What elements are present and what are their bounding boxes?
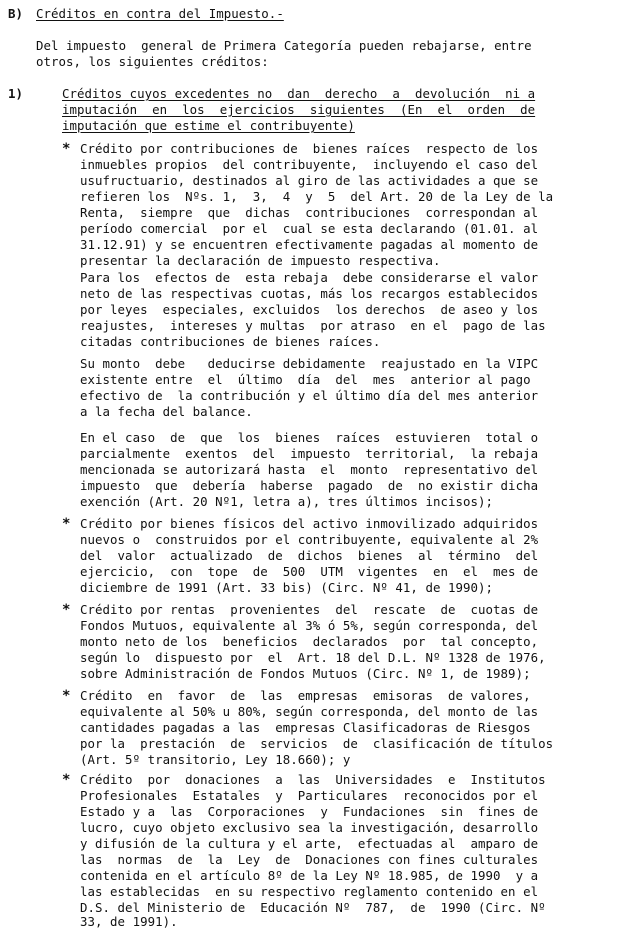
subsection-number: 1) (8, 86, 24, 101)
paragraph-line: por la prestación de servicios de clasificación de títulos (80, 736, 554, 751)
paragraph-line: exención (Art. 20 Nº1, letra a), tres últimos incisos); (80, 494, 494, 509)
paragraph-line: neto de las respectivas cuotas, más los recargos establecidos (80, 286, 539, 301)
paragraph-line: mencionada se autorizará hasta el monto representativo del (80, 462, 539, 477)
paragraph-line: del valor actualizado de dichos bienes al término del (80, 548, 539, 563)
paragraph-line: Crédito por rentas provenientes del rescate de cuotas de (80, 602, 539, 617)
subsection-title-line: imputación en los ejercicios siguientes (En el orden de (62, 102, 536, 117)
paragraph-line: 33, de 1991). (80, 914, 178, 929)
paragraph-line: ejercicio, con tope de 500 UTM vigentes en el mes de (80, 564, 539, 579)
paragraph-line: usufructuario, destinados al giro de las actividades a que se (80, 173, 539, 188)
paragraph-line: Crédito en favor de las empresas emisoras de valores, (80, 688, 531, 703)
paragraph-line: parcialmente exentos del impuesto territorial, la rebaja (80, 446, 539, 461)
paragraph-line: Renta, siempre que dichas contribuciones correspondan al (80, 205, 539, 220)
paragraph-line: 31.12.91) y se encuentren efectivamente pagadas al momento de (80, 237, 539, 252)
paragraph-line: las normas de la Ley de Donaciones con fines culturales (80, 852, 539, 867)
paragraph-line: citadas contribuciones de bienes raíces. (80, 334, 381, 349)
paragraph-line: (Art. 5º transitorio, Ley 18.660); y (80, 752, 351, 767)
paragraph-line: monto neto de los beneficios declarados por tal concepto, (80, 634, 539, 649)
paragraph-line: por leyes especiales, excluidos los derechos de aseo y los (80, 302, 539, 317)
paragraph-line: contenida en el artículo 8º de la Ley Nº 18.985, de 1990 y a (80, 868, 539, 883)
bullet-marker: * (62, 772, 71, 788)
paragraph-line: las establecidas en su respectivo reglamento contenido en el (80, 884, 539, 899)
paragraph-line: cantidades pagadas a las empresas Clasificadoras de Riesgos (80, 720, 531, 735)
bullet-marker: * (62, 602, 71, 618)
bullet-marker: * (62, 688, 71, 704)
paragraph-line: nuevos o construidos por el contribuyente, equivalente al 2% (80, 532, 539, 547)
paragraph-line: efectivo de la contribución y el último día del mes anterior (80, 388, 539, 403)
paragraph-line: existente entre el último día del mes anterior al pago (80, 372, 531, 387)
paragraph-line: diciembre de 1991 (Art. 33 bis) (Circ. Nº 41, de 1990); (80, 580, 494, 595)
paragraph-line: reajustes, intereses y multas por atraso en el pago de las (80, 318, 546, 333)
paragraph-line: Su monto debe deducirse debidamente reajustado en la VIPC (80, 356, 539, 371)
paragraph-line: según lo dispuesto por el Art. 18 del D.L. Nº 1328 de 1976, (80, 650, 546, 665)
paragraph-line: Profesionales Estatales y Particulares reconocidos por el (80, 788, 539, 803)
paragraph-line: Crédito por contribuciones de bienes raíces respecto de los (80, 141, 539, 156)
subsection-title-line: Créditos cuyos excedentes no dan derecho a devolución ni a (62, 86, 536, 101)
paragraph-line: a la fecha del balance. (80, 404, 253, 419)
paragraph-line: Estado y a las Corporaciones y Fundaciones sin fines de (80, 804, 539, 819)
intro-line: Del impuesto general de Primera Categoría pueden rebajarse, entre (36, 38, 532, 53)
paragraph-line: período comercial por el cual se esta declarando (01.01. al (80, 221, 539, 236)
intro-line: otros, los siguientes créditos: (36, 54, 269, 69)
bullet-marker: * (62, 516, 71, 532)
paragraph-line: inmuebles propios del contribuyente, incluyendo el caso del (80, 157, 539, 172)
paragraph-line: y difusión de la cultura y el arte, efectuadas al amparo de (80, 836, 539, 851)
paragraph-line: sobre Administración de Fondos Mutuos (Circ. Nº 1, de 1989); (80, 666, 531, 681)
paragraph-line: Fondos Mutuos, equivalente al 3% ó 5%, según corresponda, del (80, 618, 539, 633)
paragraph-line: presentar la declaración de impuesto respectiva. (80, 253, 441, 268)
paragraph-line: impuesto que debería haberse pagado de no existir dicha (80, 478, 539, 493)
paragraph-line: D.S. del Ministerio de Educación Nº 787, de 1990 (Circ. Nº (80, 900, 546, 915)
paragraph-line: lucro, cuyo objeto exclusivo sea la investigación, desarrollo (80, 820, 539, 835)
paragraph-line: Crédito por bienes físicos del activo inmovilizado adquiridos (80, 516, 539, 531)
section-title: Créditos en contra del Impuesto.- (36, 6, 284, 21)
section-marker: B) (8, 6, 24, 21)
paragraph-line: En el caso de que los bienes raíces estuvieren total o (80, 430, 539, 445)
paragraph-line: equivalente al 50% u 80%, según corresponda, del monto de las (80, 704, 539, 719)
paragraph-line: refieren los Nºs. 1, 3, 4 y 5 del Art. 20 de la Ley de la (80, 189, 554, 204)
subsection-title-line: imputación que estime el contribuyente) (62, 118, 355, 133)
paragraph-line: Para los efectos de esta rebaja debe considerarse el valor (80, 270, 539, 285)
bullet-marker: * (62, 141, 71, 157)
paragraph-line: Crédito por donaciones a las Universidades e Institutos (80, 772, 546, 787)
